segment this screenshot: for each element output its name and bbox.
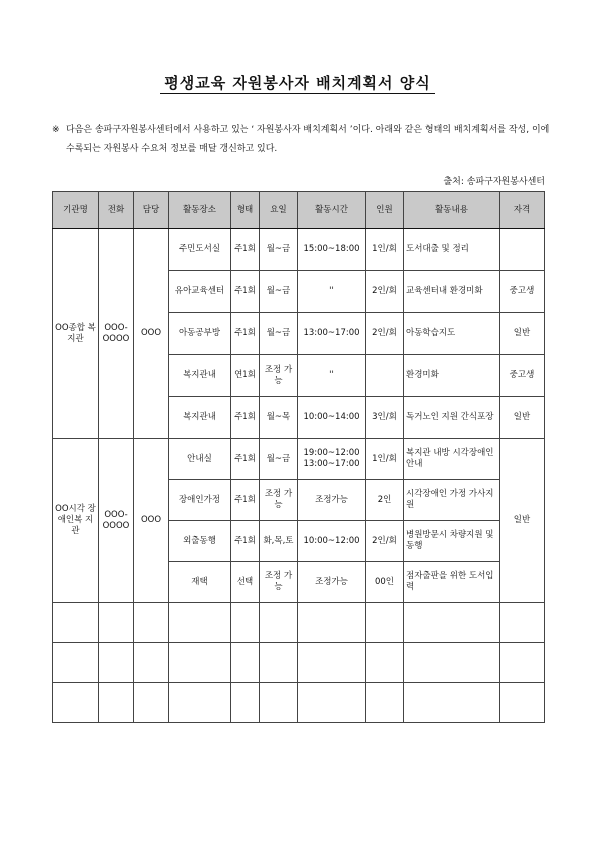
day-cell: 월~금: [260, 229, 298, 271]
qual-cell: 일반: [500, 439, 545, 603]
document-title: 평생교육 자원봉사자 배치계획서 양식: [0, 72, 595, 93]
people-cell: 3인/회: [366, 397, 404, 439]
empty-cell: [169, 643, 231, 683]
empty-cell: [298, 643, 366, 683]
header-day: 요일: [260, 192, 298, 229]
intro-note: [52, 121, 552, 159]
empty-cell: [366, 683, 404, 723]
place-cell: 재택: [169, 562, 231, 603]
content-cell: 독거노인 지원 간식포장: [404, 397, 500, 439]
content-cell: 교육센터내 환경미화: [404, 271, 500, 313]
day-cell: 월~금: [260, 313, 298, 355]
empty-cell: [404, 643, 500, 683]
day-cell: 월~금: [260, 271, 298, 313]
day-cell: 조정 가능: [260, 562, 298, 603]
placement-plan-table: [52, 191, 545, 723]
day-cell: 조정 가능: [260, 480, 298, 521]
empty-row: [53, 603, 545, 643]
empty-cell: [404, 603, 500, 643]
type-cell: 선택: [231, 562, 260, 603]
time-cell: 조정가능: [298, 562, 366, 603]
empty-cell: [134, 603, 169, 643]
note-text: 다음은 송파구자원봉사센터에서 사용하고 있는 ‘ 자원봉사자 배치계획서 ’이다. 아래와 같은 형태의 배치계획서를 작성, 이에 수록되는 자원봉사 수요처 정보를 매달 갱신하고 있다.: [66, 125, 550, 154]
header-place: 활동장소: [169, 192, 231, 229]
type-cell: 주1회: [231, 313, 260, 355]
type-cell: 주1회: [231, 271, 260, 313]
content-cell: 시각장애인 가정 가사지원: [404, 480, 500, 521]
empty-cell: [99, 683, 134, 723]
qual-cell: 중고생: [500, 271, 545, 313]
place-cell: 복지관내: [169, 355, 231, 397]
org-cell: OO종합 복지관: [53, 229, 99, 439]
header-manager: 담당: [134, 192, 169, 229]
type-cell: 주1회: [231, 439, 260, 480]
time-cell: 조정가능: [298, 480, 366, 521]
place-cell: 복지관내: [169, 397, 231, 439]
time-cell: 15:00~18:00: [298, 229, 366, 271]
empty-cell: [298, 603, 366, 643]
day-cell: 화,목,토: [260, 521, 298, 562]
empty-cell: [231, 603, 260, 643]
day-cell: 조정 가능: [260, 355, 298, 397]
empty-cell: [53, 683, 99, 723]
header-phone: 전화: [99, 192, 134, 229]
table-row: [53, 439, 545, 480]
empty-cell: [500, 603, 545, 643]
place-cell: 외출동행: [169, 521, 231, 562]
content-cell: 아동학습지도: [404, 313, 500, 355]
content-cell: 점자출판을 위한 도서입력: [404, 562, 500, 603]
header-org: 기관명: [53, 192, 99, 229]
type-cell: 주1회: [231, 521, 260, 562]
time-cell: 10:00~12:00: [298, 521, 366, 562]
empty-cell: [53, 603, 99, 643]
empty-row: [53, 683, 545, 723]
org-cell: OO시각 장애인복 지관: [53, 439, 99, 603]
qual-cell: [500, 229, 545, 271]
place-cell: 유아교육센터: [169, 271, 231, 313]
empty-cell: [366, 643, 404, 683]
empty-cell: [260, 643, 298, 683]
place-cell: 아동공부방: [169, 313, 231, 355]
empty-cell: [134, 643, 169, 683]
day-cell: 월~목: [260, 397, 298, 439]
empty-cell: [404, 683, 500, 723]
content-cell: 병원방문시 차량지원 및 동행: [404, 521, 500, 562]
qual-cell: 일반: [500, 313, 545, 355]
empty-cell: [169, 603, 231, 643]
type-cell: 주1회: [231, 229, 260, 271]
time-cell: '': [298, 355, 366, 397]
people-cell: 2인/회: [366, 313, 404, 355]
content-cell: 도서대출 및 정리: [404, 229, 500, 271]
place-cell: 주민도서실: [169, 229, 231, 271]
time-cell: 19:00~12:00 13:00~17:00: [298, 439, 366, 480]
people-cell: 1인/회: [366, 439, 404, 480]
content-cell: 복지관 내방 시각장애인 안내: [404, 439, 500, 480]
type-cell: 연1회: [231, 355, 260, 397]
people-cell: 1인/회: [366, 229, 404, 271]
header-qualification: 자격: [500, 192, 545, 229]
manager-cell: OOO: [134, 229, 169, 439]
header-type: 형태: [231, 192, 260, 229]
empty-cell: [260, 683, 298, 723]
qual-cell: 일반: [500, 397, 545, 439]
empty-cell: [99, 603, 134, 643]
people-cell: 2인: [366, 480, 404, 521]
empty-cell: [260, 603, 298, 643]
content-cell: 환경미화: [404, 355, 500, 397]
place-cell: 장애인가정: [169, 480, 231, 521]
manager-cell: OOO: [134, 439, 169, 603]
header-row: [53, 192, 545, 229]
time-cell: 10:00~14:00: [298, 397, 366, 439]
people-cell: 2인/회: [366, 271, 404, 313]
empty-cell: [99, 643, 134, 683]
header-time: 활동시간: [298, 192, 366, 229]
people-cell: 2인/회: [366, 521, 404, 562]
type-cell: 주1회: [231, 397, 260, 439]
time-cell: 13:00~17:00: [298, 313, 366, 355]
empty-cell: [231, 683, 260, 723]
empty-cell: [231, 643, 260, 683]
empty-cell: [500, 643, 545, 683]
empty-cell: [298, 683, 366, 723]
empty-cell: [169, 683, 231, 723]
phone-cell: OOO- OOOO: [99, 229, 134, 439]
phone-cell: OOO- OOOO: [99, 439, 134, 603]
time-cell: '': [298, 271, 366, 313]
header-content: 활동내용: [404, 192, 500, 229]
table-row: [53, 229, 545, 271]
note-mark: ※: [52, 125, 60, 135]
empty-cell: [53, 643, 99, 683]
qual-cell: 중고생: [500, 355, 545, 397]
source-line: 출처: 송파구자원봉사센터: [443, 177, 545, 187]
people-cell: 00인: [366, 562, 404, 603]
type-cell: 주1회: [231, 480, 260, 521]
empty-cell: [366, 603, 404, 643]
empty-row: [53, 643, 545, 683]
day-cell: 월~금: [260, 439, 298, 480]
place-cell: 안내실: [169, 439, 231, 480]
people-cell: [366, 355, 404, 397]
header-people: 인원: [366, 192, 404, 229]
empty-cell: [500, 683, 545, 723]
empty-cell: [134, 683, 169, 723]
